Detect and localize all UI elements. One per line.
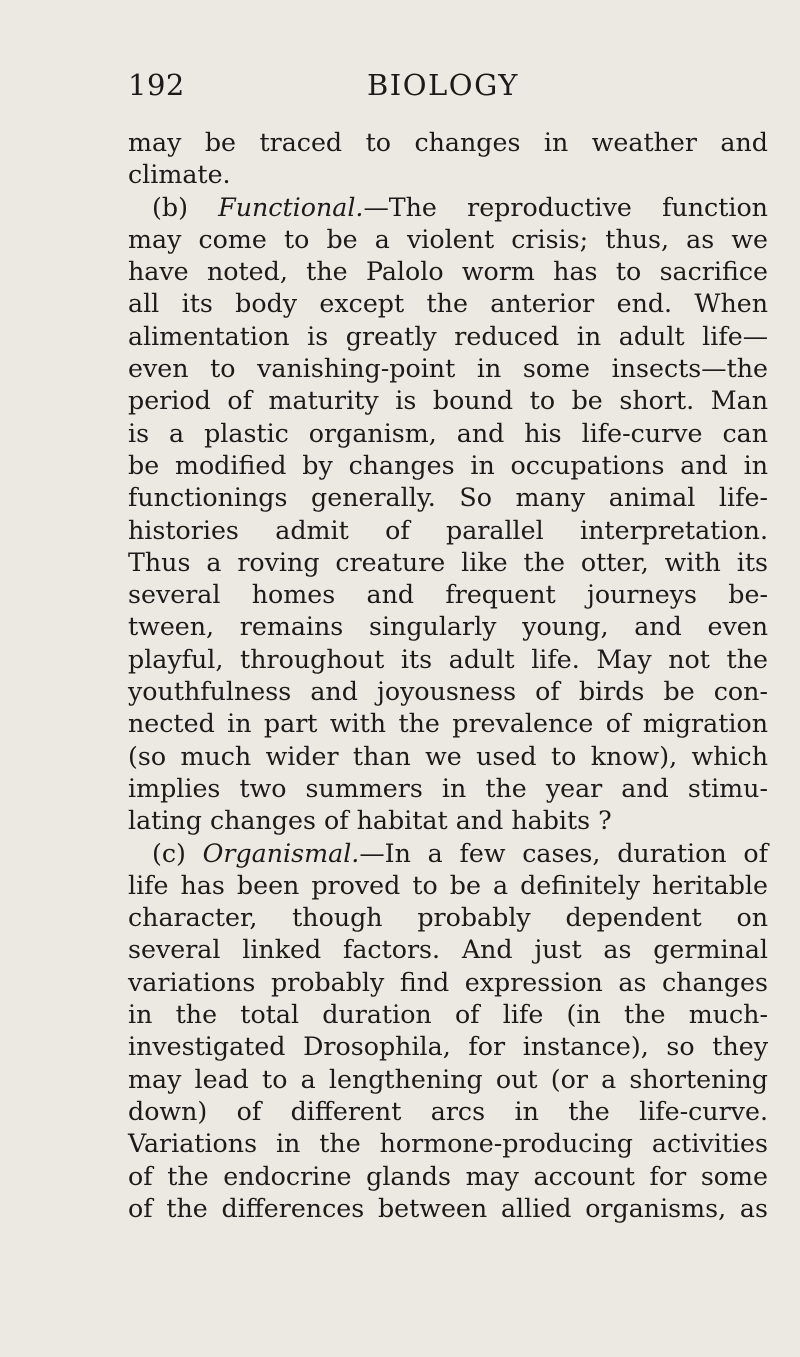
text-line: all its body except the anterior end. When [128,289,768,319]
text-line: nected in part with the prevalence of migration [128,709,768,739]
paragraph-text: —In a few cases, duration of [359,838,768,868]
text-line: may lead to a lengthening out (or a shortening [128,1064,768,1094]
text-line: implies two summers in the year and stimu- [128,773,768,803]
text-line: variations probably find expression as changes [128,967,768,997]
text-line: may come to be a violent crisis; thus, as we [128,224,768,254]
text-line: character, though probably dependent on [128,903,768,933]
text-line: histories admit of parallel interpretation. [128,515,768,545]
text-line: several linked factors. And just as germinal [128,935,768,965]
text-line: may be traced to changes in weather and [128,128,768,157]
text-line: investigated Drosophila, for instance), so they [128,1032,768,1062]
text-line: be modified by changes in occupations and in [128,450,768,480]
italic-term: Functional. [218,192,364,222]
text-line: life has been proved to be a definitely heritable [128,870,768,900]
italic-term: Organismal. [202,838,360,868]
text-line: is a plastic organism, and his life-curve can [128,418,768,448]
paragraph-text: —The reproductive function [363,192,768,222]
text-line: even to vanishing-point in some insects—the [128,354,768,384]
text-line: period of maturity is bound to be short. Man [128,386,768,416]
text-line: in the total duration of life (in the much- [128,1000,768,1030]
text-line: Thus a roving creature like the otter, with its [128,547,768,577]
body-text [128,127,768,1225]
text-line: lating changes of habitat and habits ? [128,806,612,836]
text-line: several homes and frequent journeys be- [128,580,768,610]
text-line: youthfulness and joyousness of birds be con- [128,677,768,707]
paragraph-marker: (c) [152,838,203,868]
running-head [128,68,768,108]
paragraph-c-first-line [128,838,768,870]
text-line: tween, remains singularly young, and even [128,612,768,642]
paragraph-marker: (b) [152,192,219,222]
text-line: alimentation is greatly reduced in adult life— [128,321,768,351]
paragraph-b-first-line [128,192,768,224]
text-line: (so much wider than we used to know), which [128,741,768,771]
text-line: have noted, the Palolo worm has to sacrifice [128,257,768,287]
page-number: 192 [128,68,185,102]
text-line: climate. [128,160,231,190]
text-line: functionings generally. So many animal life- [128,483,768,513]
text-line: of the endocrine glands may account for some [128,1161,768,1191]
running-title: BIOLOGY [367,68,519,102]
text-line: playful, throughout its adult life. May not the [128,644,768,674]
text-line: of the differences between allied organisms, as [128,1193,768,1223]
text-line: down) of different arcs in the life-curve. [128,1096,768,1126]
text-line: Variations in the hormone-producing activities [128,1129,768,1159]
